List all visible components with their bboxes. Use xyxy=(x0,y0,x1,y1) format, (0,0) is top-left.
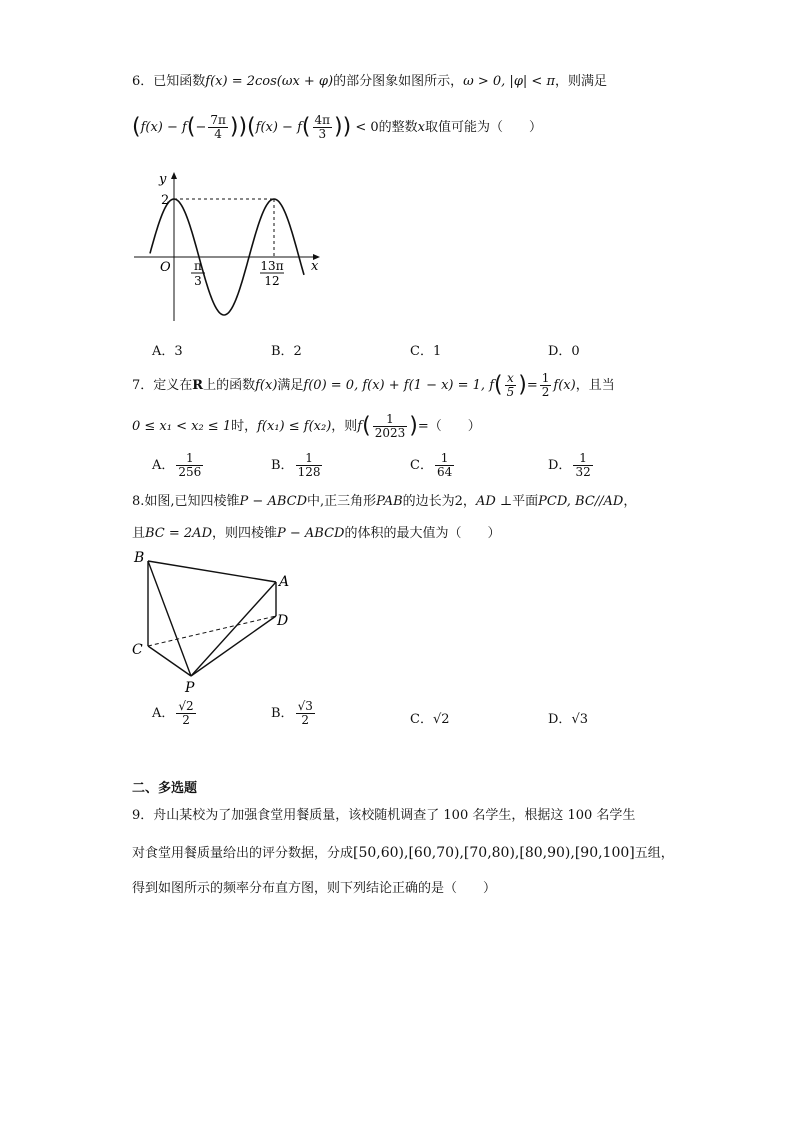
q8-line2-post: 的体积的最大值为（ ） xyxy=(344,526,501,541)
q8-option-c[interactable]: C．√2 xyxy=(410,712,450,727)
q7-frac-half: $\frac{1}{2}$ xyxy=(541,371,550,400)
q8-label-d: D xyxy=(277,613,289,629)
q7-real-set: R xyxy=(192,378,204,394)
q8-label-a: A xyxy=(279,574,290,590)
q7-line1-pre: 7．定义在 xyxy=(132,378,193,394)
q7-line1-post: ，且当 xyxy=(575,378,615,394)
q6-frac2: $\frac{4\pi}{3}$ xyxy=(314,113,331,142)
q6-line1-mid: 的部分图象如图所示， xyxy=(333,74,464,89)
q6-condition: ω > 0, |φ| < π xyxy=(463,74,555,89)
q8-perp: AD ⊥ xyxy=(475,494,513,509)
q8-pyramid-2: P − ABCD xyxy=(277,526,345,541)
q6-line2-post: 的整数 xyxy=(378,120,418,136)
q6-y-arrow xyxy=(171,172,177,179)
q7-frac-ask: $\frac{1}{2023}$ xyxy=(374,412,406,441)
q7-line2: 0 ≤ x₁ < x₂ ≤ 1时，f(x₁) ≤ f(x₂)，则f( $\frac{1}{2023}$ )=（ ） xyxy=(132,412,481,441)
q9-line3: 得到如图所示的频率分布直方图，则下列结论正确的是（ ） xyxy=(132,881,497,896)
q9-line2-post: 五组， xyxy=(634,846,674,861)
q7-half-tail: f(x) xyxy=(553,378,576,394)
q7-fx: f(x) xyxy=(255,378,278,394)
q6-var-x: x xyxy=(417,120,425,136)
q6-tick2-num: 13π xyxy=(260,259,284,273)
q6-option-a[interactable]: A．3 xyxy=(152,344,183,359)
section-heading: 二、多选题 xyxy=(132,781,198,796)
q6-ineq-b: f(x) − f xyxy=(255,120,302,136)
q7-monotone: f(x₁) ≤ f(x₂) xyxy=(257,419,332,435)
q7-option-a[interactable]: A． $\frac{1}{256}$ xyxy=(152,451,202,480)
q6-option-c[interactable]: C．1 xyxy=(410,344,442,359)
q7-conditions: f(0) = 0, f(x) + f(1 − x) = 1, f xyxy=(303,378,495,394)
q6-ineq-c: < 0 xyxy=(355,120,379,136)
q8-line1-post: ， xyxy=(623,494,637,509)
q6-x-label: x xyxy=(311,259,319,274)
q7-f: f xyxy=(357,419,363,435)
q8-line1-mid2: 的边长为2， xyxy=(402,494,476,509)
q7-option-b[interactable]: B． $\frac{1}{128}$ xyxy=(271,451,321,480)
q6-line1-pre: 6．已知函数 xyxy=(132,74,206,89)
q6-graph xyxy=(128,166,338,326)
q7-frac-x5: $\frac{x}{5}$ xyxy=(506,371,515,400)
q7-range: 0 ≤ x₁ < x₂ ≤ 1 xyxy=(132,419,232,435)
q6-tick1-num: π xyxy=(194,259,202,273)
q9-line1: 9．舟山某校为了加强食堂用餐质量，该校随机调查了 100 名学生，根据这 100 名学生 xyxy=(132,808,636,823)
q8-option-a[interactable]: A． $\frac{√2}{2}$ xyxy=(152,699,194,728)
q7-when: 时， xyxy=(231,419,258,435)
q6-ineq-a: f(x) − f xyxy=(140,120,187,136)
q8-line2-mid: ，则四棱锥 xyxy=(212,526,278,541)
q8-label-c: C xyxy=(132,642,143,658)
q6-option-b[interactable]: B．2 xyxy=(271,344,302,359)
q8-edge-cd-hidden xyxy=(148,616,276,646)
q6-line1-post: ，则满足 xyxy=(555,74,608,89)
q8-edge-ba xyxy=(148,561,276,582)
q7-line2-post: =（ ） xyxy=(417,419,481,435)
q8-edge-cp xyxy=(148,646,191,676)
q8-triangle: PAB xyxy=(376,494,403,509)
q8-edge-dp xyxy=(191,616,276,676)
q7-option-d[interactable]: D． $\frac{1}{32}$ xyxy=(548,451,591,480)
q6-option-d[interactable]: D．0 xyxy=(548,344,580,359)
q8-line2 xyxy=(132,527,501,540)
q7-then: ，则 xyxy=(331,419,358,435)
q8-pyramid: P − ABCD xyxy=(239,494,308,509)
q9-intervals: [50,60),[60,70),[70,80),[80,90),[90,100] xyxy=(353,845,635,861)
q8-pyramid-figure xyxy=(126,548,306,696)
q8-line2-pre: 且 xyxy=(132,526,146,541)
q8-line1-mid3: 平面 xyxy=(512,494,539,509)
q7-line1: 7．定义在R上的函数f(x)满足f(0) = 0, f(x) + f(1 − x) = 1, f( $\frac{x}{5}$ )= $\frac{1}{2}$ f(x)，且当 xyxy=(132,371,615,400)
q8-label-p: P xyxy=(185,680,195,696)
q8-line1-pre: 8.如图,已知四棱锥 xyxy=(132,494,240,509)
q8-label-b: B xyxy=(134,550,145,566)
q6-line2: (f(x) − f(− $\frac{7\pi}{4}$ ))(f(x) − f( $\frac{4\pi}{3}$ )) < 0的整数x取值可能为（ ） xyxy=(132,113,543,142)
q6-frac1: $\frac{7\pi}{4}$ xyxy=(210,113,226,142)
q9-line2 xyxy=(132,846,674,860)
q7-option-c[interactable]: C． $\frac{1}{64}$ xyxy=(410,451,453,480)
q6-max-label: 2 xyxy=(161,193,170,208)
q7-line1-mid2: 满足 xyxy=(277,378,304,394)
q8-option-b[interactable]: B． $\frac{√3}{2}$ xyxy=(271,699,313,728)
q8-line1-mid: 中,正三角形 xyxy=(307,494,377,509)
q8-edge-ap xyxy=(191,582,276,676)
q6-function: f(x) = 2cos(ωx + φ) xyxy=(205,74,334,89)
q9-line2-pre: 对食堂用餐质量给出的评分数据，分成 xyxy=(132,846,354,861)
q8-line1 xyxy=(132,495,636,508)
q6-line2-post2: 取值可能为（ ） xyxy=(425,120,543,136)
q7-equals: = xyxy=(526,378,538,394)
q6-line1 xyxy=(132,75,607,88)
q6-y-label: y xyxy=(159,172,167,187)
q6-tick2-den: 12 xyxy=(264,274,280,288)
q6-tick1-den: 3 xyxy=(194,274,202,288)
q8-plane: PCD, BC//AD xyxy=(538,494,624,509)
q7-line1-mid: 上的函数 xyxy=(203,378,256,394)
q8-edge-bp xyxy=(148,561,191,676)
q8-bc: BC = 2AD xyxy=(145,526,212,541)
q8-option-d[interactable]: D．√3 xyxy=(548,712,588,727)
q6-origin-label: O xyxy=(160,260,171,275)
